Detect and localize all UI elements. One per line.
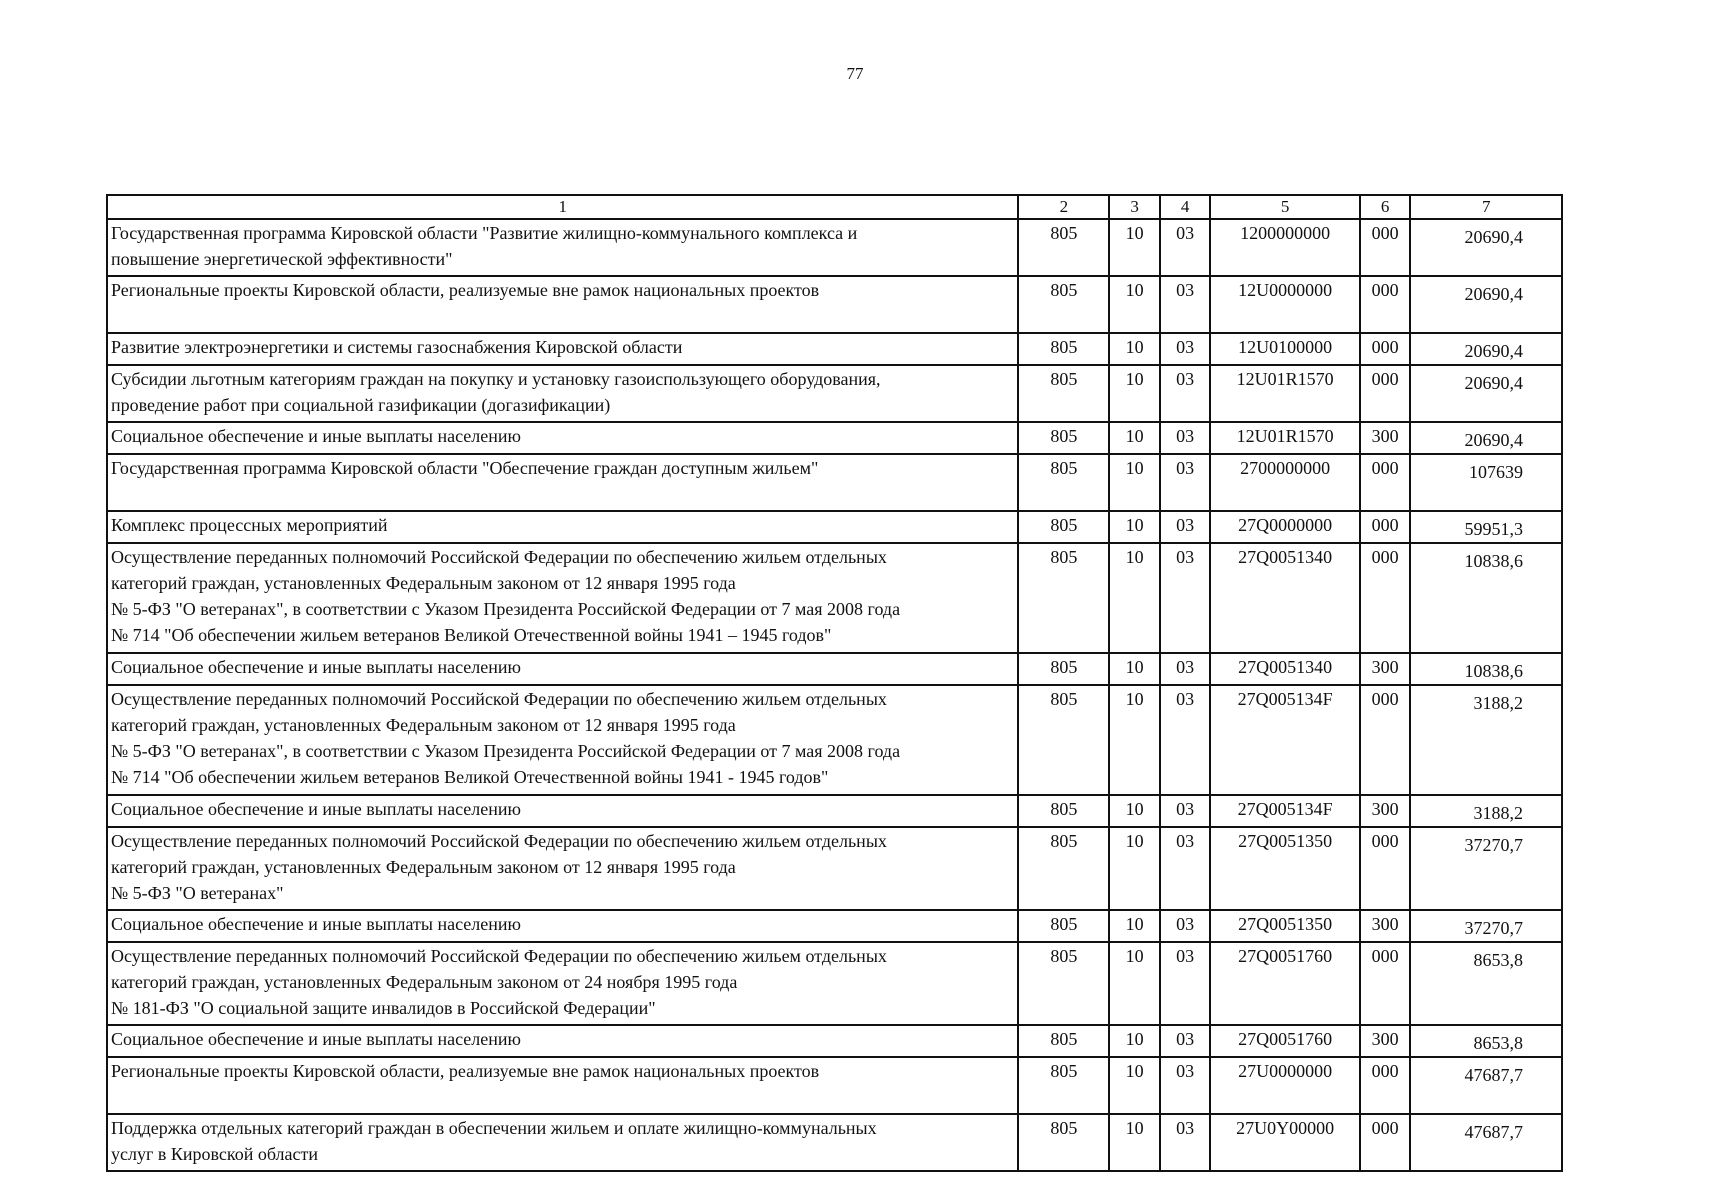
row-code-4-cell: 03 (1160, 1114, 1211, 1171)
row-name-cell: Региональные проекты Кировской области, реализуемые вне рамок национальных проектов (107, 276, 1018, 333)
row-code-3-cell: 10 (1109, 219, 1160, 276)
row-code-6-cell: 300 (1360, 910, 1411, 942)
row-code-3-cell: 10 (1109, 910, 1160, 942)
row-code-6-cell: 000 (1360, 219, 1411, 276)
row-name-cell: Осуществление переданных полномочий Российской Федерации по обеспечению жильем отдельных категорий граждан, установленных Федеральным законом от 12 января 1995 года № 5-ФЗ "О ветеранах", в соответствии с Указом Президента Российской Федерации от 7 мая 2008 года № 714 "Об обеспечении жильем ветеранов Великой Отечественной войны 1941 - 1945 годов" (107, 685, 1018, 795)
row-code-4-cell: 03 (1160, 422, 1211, 454)
row-code-5-cell: 27Q0051350 (1210, 910, 1360, 942)
row-code-2-cell: 805 (1018, 1025, 1109, 1057)
row-code-5-cell: 27U0000000 (1210, 1057, 1360, 1114)
row-name-cell: Социальное обеспечение и иные выплаты населению (107, 422, 1018, 454)
column-header: 4 (1160, 195, 1211, 219)
row-name-cell: Осуществление переданных полномочий Российской Федерации по обеспечению жильем отдельных категорий граждан, установленных Федеральным законом от 24 ноября 1995 года № 181-ФЗ "О социальной защите инвалидов в Российской Федерации" (107, 942, 1018, 1025)
row-code-5-cell: 12U01R1570 (1210, 365, 1360, 422)
row-code-3-cell: 10 (1109, 276, 1160, 333)
table-row (107, 333, 1562, 365)
row-code-4-cell: 03 (1160, 1025, 1211, 1057)
row-code-5-cell: 27Q0051340 (1210, 543, 1360, 653)
table-row (107, 1057, 1562, 1114)
row-amount-cell: 10838,6 (1410, 653, 1562, 685)
row-code-2-cell: 805 (1018, 1057, 1109, 1114)
table-row (107, 910, 1562, 942)
row-code-5-cell: 27Q0051340 (1210, 653, 1360, 685)
column-header: 2 (1018, 195, 1109, 219)
row-code-5-cell: 27Q0051760 (1210, 1025, 1360, 1057)
table-header-row (107, 195, 1562, 219)
row-amount-cell: 107639 (1410, 454, 1562, 511)
row-code-6-cell: 000 (1360, 543, 1411, 653)
row-code-2-cell: 805 (1018, 219, 1109, 276)
row-name-cell: Комплекс процессных мероприятий (107, 511, 1018, 543)
row-code-3-cell: 10 (1109, 685, 1160, 795)
column-header: 7 (1410, 195, 1562, 219)
row-code-2-cell: 805 (1018, 333, 1109, 365)
column-header: 6 (1360, 195, 1411, 219)
row-code-4-cell: 03 (1160, 333, 1211, 365)
budget-table (106, 194, 1563, 1172)
row-code-6-cell: 000 (1360, 333, 1411, 365)
row-name-cell: Социальное обеспечение и иные выплаты населению (107, 795, 1018, 827)
row-code-4-cell: 03 (1160, 543, 1211, 653)
row-code-3-cell: 10 (1109, 795, 1160, 827)
row-code-2-cell: 805 (1018, 685, 1109, 795)
row-code-3-cell: 10 (1109, 454, 1160, 511)
row-amount-cell: 8653,8 (1410, 1025, 1562, 1057)
row-code-2-cell: 805 (1018, 827, 1109, 910)
row-code-6-cell: 300 (1360, 653, 1411, 685)
row-code-3-cell: 10 (1109, 422, 1160, 454)
row-amount-cell: 3188,2 (1410, 685, 1562, 795)
table-row (107, 422, 1562, 454)
row-code-6-cell: 000 (1360, 1114, 1411, 1171)
row-code-4-cell: 03 (1160, 219, 1211, 276)
row-code-2-cell: 805 (1018, 910, 1109, 942)
row-amount-cell: 20690,4 (1410, 365, 1562, 422)
table-row (107, 543, 1562, 653)
row-code-6-cell: 300 (1360, 422, 1411, 454)
row-code-5-cell: 27Q0000000 (1210, 511, 1360, 543)
row-code-6-cell: 000 (1360, 511, 1411, 543)
row-amount-cell: 20690,4 (1410, 333, 1562, 365)
row-code-3-cell: 10 (1109, 1114, 1160, 1171)
row-code-3-cell: 10 (1109, 543, 1160, 653)
table-row (107, 685, 1562, 795)
row-code-2-cell: 805 (1018, 365, 1109, 422)
row-amount-cell: 20690,4 (1410, 219, 1562, 276)
row-name-cell: Социальное обеспечение и иные выплаты населению (107, 910, 1018, 942)
table-row (107, 1114, 1562, 1171)
table-row (107, 1025, 1562, 1057)
row-amount-cell: 3188,2 (1410, 795, 1562, 827)
row-code-2-cell: 805 (1018, 454, 1109, 511)
row-code-4-cell: 03 (1160, 653, 1211, 685)
row-code-4-cell: 03 (1160, 1057, 1211, 1114)
row-amount-cell: 47687,7 (1410, 1057, 1562, 1114)
row-code-4-cell: 03 (1160, 454, 1211, 511)
table-row (107, 219, 1562, 276)
row-amount-cell: 20690,4 (1410, 422, 1562, 454)
row-amount-cell: 37270,7 (1410, 910, 1562, 942)
row-code-4-cell: 03 (1160, 685, 1211, 795)
row-code-5-cell: 27Q005134F (1210, 685, 1360, 795)
row-code-5-cell: 27Q0051760 (1210, 942, 1360, 1025)
row-amount-cell: 10838,6 (1410, 543, 1562, 653)
row-code-2-cell: 805 (1018, 276, 1109, 333)
column-header: 1 (107, 195, 1018, 219)
row-amount-cell: 8653,8 (1410, 942, 1562, 1025)
table-row (107, 276, 1562, 333)
row-code-3-cell: 10 (1109, 1025, 1160, 1057)
row-code-5-cell: 12U0100000 (1210, 333, 1360, 365)
row-code-6-cell: 000 (1360, 1057, 1411, 1114)
row-code-5-cell: 27U0Y00000 (1210, 1114, 1360, 1171)
table-row (107, 795, 1562, 827)
row-code-6-cell: 300 (1360, 1025, 1411, 1057)
row-name-cell: Осуществление переданных полномочий Российской Федерации по обеспечению жильем отдельных категорий граждан, установленных Федеральным законом от 12 января 1995 года № 5-ФЗ "О ветеранах" (107, 827, 1018, 910)
row-name-cell: Государственная программа Кировской области "Обеспечение граждан доступным жильем" (107, 454, 1018, 511)
row-code-2-cell: 805 (1018, 653, 1109, 685)
row-name-cell: Осуществление переданных полномочий Российской Федерации по обеспечению жильем отдельных категорий граждан, установленных Федеральным законом от 12 января 1995 года № 5-ФЗ "О ветеранах", в соответствии с Указом Президента Российской Федерации от 7 мая 2008 года № 714 "Об обеспечении жильем ветеранов Великой Отечественной войны 1941 – 1945 годов" (107, 543, 1018, 653)
row-code-5-cell: 27Q0051350 (1210, 827, 1360, 910)
row-code-5-cell: 12U0000000 (1210, 276, 1360, 333)
row-code-5-cell: 2700000000 (1210, 454, 1360, 511)
row-code-4-cell: 03 (1160, 511, 1211, 543)
row-name-cell: Субсидии льготным категориям граждан на покупку и установку газоиспользующего оборудования, проведение работ при социальной газификации (догазификации) (107, 365, 1018, 422)
row-amount-cell: 37270,7 (1410, 827, 1562, 910)
row-code-4-cell: 03 (1160, 365, 1211, 422)
table-row (107, 653, 1562, 685)
row-code-6-cell: 300 (1360, 795, 1411, 827)
row-code-2-cell: 805 (1018, 511, 1109, 543)
page-number: 77 (846, 64, 864, 83)
row-code-2-cell: 805 (1018, 543, 1109, 653)
row-amount-cell: 20690,4 (1410, 276, 1562, 333)
table-body (107, 219, 1562, 1171)
row-code-6-cell: 000 (1360, 827, 1411, 910)
row-code-4-cell: 03 (1160, 827, 1211, 910)
row-code-6-cell: 000 (1360, 276, 1411, 333)
column-header: 3 (1109, 195, 1160, 219)
row-code-3-cell: 10 (1109, 511, 1160, 543)
column-header: 5 (1210, 195, 1360, 219)
row-name-cell: Развитие электроэнергетики и системы газоснабжения Кировской области (107, 333, 1018, 365)
row-code-2-cell: 805 (1018, 422, 1109, 454)
row-code-5-cell: 1200000000 (1210, 219, 1360, 276)
row-code-6-cell: 000 (1360, 365, 1411, 422)
row-code-3-cell: 10 (1109, 653, 1160, 685)
row-code-6-cell: 000 (1360, 685, 1411, 795)
table-row (107, 827, 1562, 910)
row-code-3-cell: 10 (1109, 1057, 1160, 1114)
row-code-3-cell: 10 (1109, 942, 1160, 1025)
row-name-cell: Социальное обеспечение и иные выплаты населению (107, 653, 1018, 685)
row-code-4-cell: 03 (1160, 910, 1211, 942)
row-name-cell: Государственная программа Кировской области "Развитие жилищно-коммунального комплекса и повышение энергетической эффективности" (107, 219, 1018, 276)
table-row (107, 454, 1562, 511)
row-code-2-cell: 805 (1018, 795, 1109, 827)
table-row (107, 511, 1562, 543)
table-row (107, 365, 1562, 422)
row-name-cell: Поддержка отдельных категорий граждан в обеспечении жильем и оплате жилищно-коммунальных услуг в Кировской области (107, 1114, 1018, 1171)
row-code-4-cell: 03 (1160, 942, 1211, 1025)
row-code-2-cell: 805 (1018, 942, 1109, 1025)
row-code-6-cell: 000 (1360, 454, 1411, 511)
row-code-6-cell: 000 (1360, 942, 1411, 1025)
row-name-cell: Региональные проекты Кировской области, реализуемые вне рамок национальных проектов (107, 1057, 1018, 1114)
row-name-cell: Социальное обеспечение и иные выплаты населению (107, 1025, 1018, 1057)
row-code-5-cell: 12U01R1570 (1210, 422, 1360, 454)
row-code-3-cell: 10 (1109, 827, 1160, 910)
row-code-3-cell: 10 (1109, 365, 1160, 422)
table-row (107, 942, 1562, 1025)
row-code-4-cell: 03 (1160, 795, 1211, 827)
row-code-4-cell: 03 (1160, 276, 1211, 333)
row-amount-cell: 59951,3 (1410, 511, 1562, 543)
row-code-3-cell: 10 (1109, 333, 1160, 365)
row-code-5-cell: 27Q005134F (1210, 795, 1360, 827)
row-amount-cell: 47687,7 (1410, 1114, 1562, 1171)
row-code-2-cell: 805 (1018, 1114, 1109, 1171)
